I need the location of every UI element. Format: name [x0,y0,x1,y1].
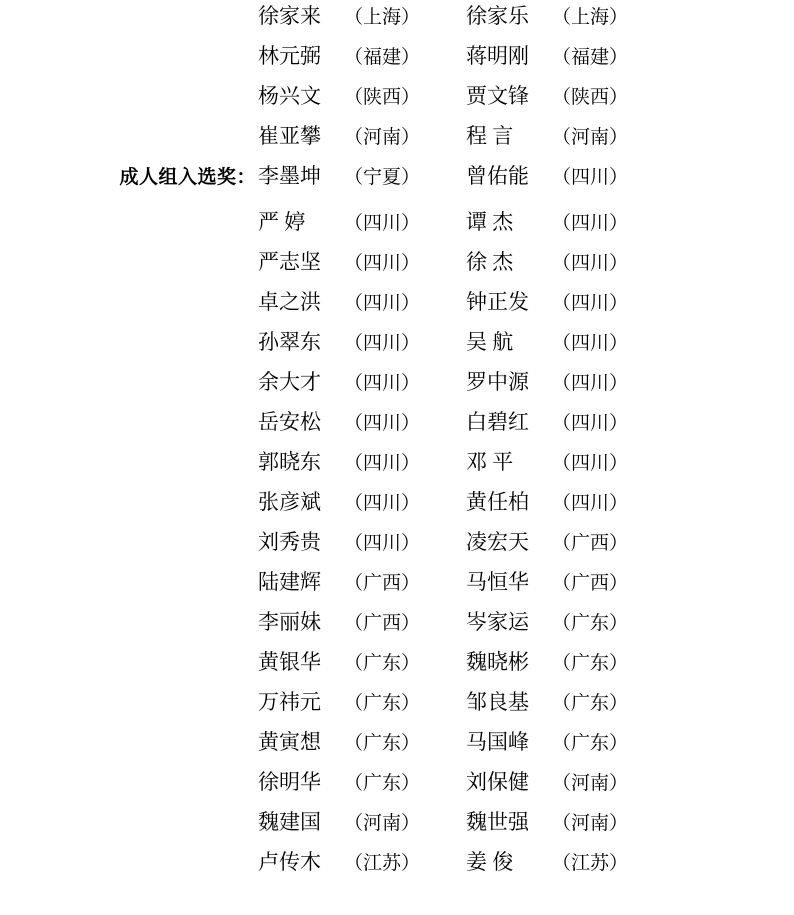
winner-name-right: 邓 平 [466,450,514,474]
winner-province-right: （四川） [552,167,629,188]
winner-name-left: 严 婷 [258,210,306,234]
name-row [0,286,794,326]
winner-name-right: 徐家乐 [466,4,529,28]
winner-name-right: 徐 杰 [466,250,514,274]
winner-province-left: （上海） [344,7,421,28]
winner-province-left: （河南） [344,813,421,834]
winner-province-right: （四川） [552,493,629,514]
name-row [0,566,794,606]
winner-province-left: （广东） [344,773,421,794]
name-row [0,486,794,526]
winner-name-left: 孙翠东 [258,330,321,354]
winner-name-left: 魏建国 [258,810,321,834]
winner-name-right: 白碧红 [466,410,529,434]
winner-name-left: 张彦斌 [258,490,321,514]
winner-name-left: 卢传木 [258,850,321,874]
name-row [0,0,794,40]
name-row [0,206,794,246]
winner-name-left: 陆建辉 [258,570,321,594]
name-row [0,80,794,120]
winner-name-right: 程 言 [466,124,514,148]
section-label: 成人组入选奖： [119,167,256,188]
winner-province-left: （四川） [344,453,421,474]
winner-province-right: （四川） [552,293,629,314]
winner-province-right: （上海） [552,7,629,28]
winner-name-left: 卓之洪 [258,290,321,314]
winner-name-right: 邹良基 [466,690,529,714]
winner-name-right: 钟正发 [466,290,529,314]
winner-province-right: （广东） [552,653,629,674]
name-row [0,846,794,886]
winner-province-right: （江苏） [552,853,629,874]
winner-name-left: 黄银华 [258,650,321,674]
name-row [0,686,794,726]
winner-province-right: （四川） [552,253,629,274]
winner-province-right: （河南） [552,773,629,794]
name-row [0,366,794,406]
name-row [0,326,794,366]
winner-province-right: （四川） [552,453,629,474]
winner-province-left: （四川） [344,533,421,554]
winner-province-right: （陕西） [552,87,629,108]
winner-province-right: （河南） [552,813,629,834]
winner-province-right: （广东） [552,733,629,754]
name-row [0,726,794,766]
winner-province-left: （广东） [344,733,421,754]
winner-name-right: 凌宏天 [466,530,529,554]
name-row [0,160,794,206]
winner-province-left: （四川） [344,413,421,434]
winner-name-left: 余大才 [258,370,321,394]
winner-province-right: （广东） [552,613,629,634]
winner-name-left: 徐家来 [258,4,321,28]
winner-name-right: 魏晓彬 [466,650,529,674]
name-row [0,606,794,646]
winner-name-right: 马国峰 [466,730,529,754]
winner-name-right: 贾文锋 [466,84,529,108]
winner-name-left: 徐明华 [258,770,321,794]
winner-name-left: 郭晓东 [258,450,321,474]
winner-province-left: （四川） [344,373,421,394]
winner-name-right: 刘保健 [466,770,529,794]
winner-province-left: （江苏） [344,853,421,874]
winner-name-right: 姜 俊 [466,850,514,874]
winner-name-right: 蒋明刚 [466,44,529,68]
winner-province-left: （四川） [344,493,421,514]
winner-name-right: 曾佑能 [466,164,529,188]
winner-province-left: （四川） [344,213,421,234]
winner-name-right: 罗中源 [466,370,529,394]
winner-province-right: （广西） [552,573,629,594]
winner-name-left: 万祎元 [258,690,321,714]
name-row [0,40,794,80]
winner-province-left: （四川） [344,253,421,274]
name-row [0,246,794,286]
winner-name-right: 马恒华 [466,570,529,594]
name-row [0,806,794,846]
winner-province-left: （河南） [344,127,421,148]
winner-province-left: （陕西） [344,87,421,108]
winner-name-left: 李丽妹 [258,610,321,634]
winner-name-left: 刘秀贵 [258,530,321,554]
name-row [0,766,794,806]
winner-name-right: 魏世强 [466,810,529,834]
winner-province-right: （四川） [552,213,629,234]
winner-province-left: （广东） [344,653,421,674]
winner-province-right: （广西） [552,533,629,554]
winner-province-left: （广西） [344,573,421,594]
winner-name-right: 吴 航 [466,330,514,354]
winner-province-right: （四川） [552,413,629,434]
name-row [0,646,794,686]
winner-name-left: 黄寅想 [258,730,321,754]
winner-province-right: （四川） [552,333,629,354]
winner-province-right: （福建） [552,47,629,68]
name-row [0,120,794,160]
winner-province-right: （河南） [552,127,629,148]
winner-name-left: 李墨坤 [258,164,321,188]
name-row [0,406,794,446]
winner-province-left: （广东） [344,693,421,714]
winner-province-left: （四川） [344,293,421,314]
winner-province-right: （广东） [552,693,629,714]
winner-name-right: 谭 杰 [466,210,514,234]
winner-name-left: 林元弼 [258,44,321,68]
winner-province-left: （四川） [344,333,421,354]
winner-province-left: （广西） [344,613,421,634]
name-row [0,446,794,486]
winner-province-right: （四川） [552,373,629,394]
winner-name-right: 黄任柏 [466,490,529,514]
winner-name-left: 岳安松 [258,410,321,434]
winner-name-left: 严志坚 [258,250,321,274]
name-row [0,526,794,566]
winner-province-left: （福建） [344,47,421,68]
winner-name-left: 杨兴文 [258,84,321,108]
winner-province-left: （宁夏） [344,167,421,188]
winner-name-right: 岑家运 [466,610,529,634]
winner-name-left: 崔亚攀 [258,124,321,148]
